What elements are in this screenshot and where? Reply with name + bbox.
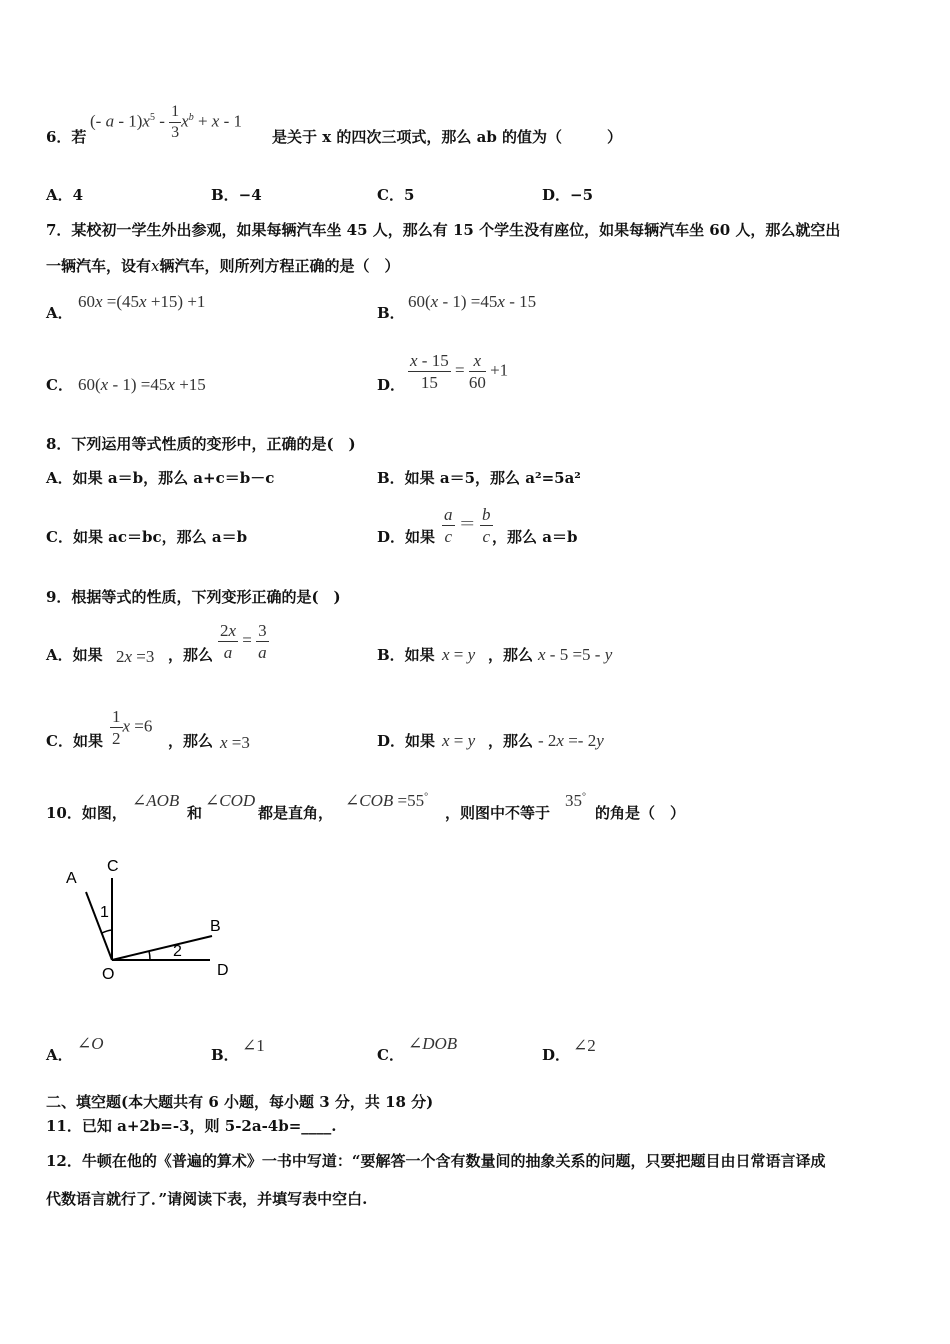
q8-option-d-prefix[interactable]: D．如果 <box>377 528 436 546</box>
q8-option-b[interactable]: B．如果 a＝5，那么 a²=5a² <box>377 469 581 487</box>
q8-option-a[interactable]: A．如果 a＝b，那么 a+c＝b－c <box>46 469 275 487</box>
q10-angle-cod: ∠COD <box>205 791 256 810</box>
q11-stem: 11．已知 a+2b=-3，则 5-2a-4b=____. <box>46 1117 337 1135</box>
figure-label-a: A <box>66 870 77 887</box>
q10-and: 和 <box>187 804 203 822</box>
q9-option-a-then: ，那么 <box>168 646 214 664</box>
q9-option-d-result: - 2x =- 2y <box>538 731 604 750</box>
q6-option-c[interactable]: C．5 <box>377 186 415 204</box>
q7-stem-line2: 一辆汽车，设有x辆汽车，则所列方程正确的是（ ） <box>46 257 400 275</box>
q6-option-a[interactable]: A．4 <box>46 186 84 204</box>
section-title-fill-in: 二、填空题(本大题共有 6 小题，每小题 3 分，共 18 分) <box>46 1093 434 1111</box>
q9-option-c-prefix[interactable]: C．如果 <box>46 732 103 750</box>
q7-stem-line1: 7．某校初一学生外出参观，如果每辆汽车坐 45 人，那么有 15 个学生没有座位，如果每辆汽车坐 60 人，那么就空出 <box>46 221 841 239</box>
q9-option-b-condition: x = y <box>442 645 476 664</box>
q10-prefix: 10．如图， <box>46 804 127 822</box>
q10-option-b-value: ∠1 <box>242 1036 265 1055</box>
q10-option-c-value: ∠DOB <box>408 1034 458 1053</box>
q9-option-c-result: x =3 <box>220 733 250 752</box>
q6-prefix: 6．若 <box>46 128 87 146</box>
angle-2-arc <box>149 951 150 960</box>
q10-option-b-label[interactable]: B． <box>211 1046 239 1064</box>
ray-ob <box>112 936 212 960</box>
q10-option-d-value: ∠2 <box>573 1036 596 1055</box>
q10-option-a-value: ∠O <box>77 1034 104 1053</box>
q9-option-d-prefix[interactable]: D．如果 <box>377 732 436 750</box>
figure-label-o: O <box>102 966 115 983</box>
q9-option-c-then: ，那么 <box>168 732 214 750</box>
q6-suffix: 是关于 x 的四次三项式，那么 ab 的值为（ ） <box>272 128 623 146</box>
q8-option-d-suffix: ，那么 a＝b <box>492 528 578 546</box>
q9-option-b-prefix[interactable]: B．如果 <box>377 646 435 664</box>
figure-label-c: C <box>107 858 119 875</box>
q10-mid: 都是直角， <box>258 804 334 822</box>
ray-oa <box>86 892 112 960</box>
q8-option-d-equation: $\frac{a}{c}$ ＝ $\frac{b}{c}$ <box>444 505 491 546</box>
angle-1-arc <box>102 930 112 933</box>
q12-stem-line1: 12．牛顿在他的《普遍的算术》一书中写道：“要解答一个含有数量间的抽象关系的问题，只要把题目由日常语言译成 <box>46 1152 826 1170</box>
q9-option-b-then: ，那么 <box>488 646 534 664</box>
q9-option-a-condition: 2x =3 <box>116 647 155 666</box>
q9-stem: 9．根据等式的性质，下列变形正确的是( ) <box>46 588 341 606</box>
q12-stem-line2: 代数语言就行了．”请阅读下表，并填写表中空白. <box>46 1190 368 1208</box>
q10-angle-cob-value: ∠COB =55° <box>345 791 429 810</box>
q7-option-b-label[interactable]: B． <box>377 304 405 322</box>
q9-option-a-prefix[interactable]: A．如果 <box>46 646 103 664</box>
q10-angle-35: 35° <box>565 791 586 810</box>
q8-option-c[interactable]: C．如果 ac＝bc，那么 a＝b <box>46 528 248 546</box>
q10-option-d-label[interactable]: D． <box>542 1046 571 1064</box>
q7-option-c-equation: 60(x - 1) =45x +15 <box>78 375 206 394</box>
q7-option-b-equation: 60(x - 1) =45x - 15 <box>408 292 537 311</box>
q7-option-d-label[interactable]: D． <box>377 376 406 394</box>
q6-option-d[interactable]: D．−5 <box>542 186 594 204</box>
q6-expression: (- a - $1)x^5$ - $\frac{1}{3}$ $x^b + x - 1$ <box>90 103 242 141</box>
q10-mid2: ，则图中不等于 <box>445 804 551 822</box>
q6-option-b[interactable]: B．−4 <box>211 186 262 204</box>
q10-suffix: 的角是（ ） <box>595 804 686 822</box>
q9-option-d-then: ，那么 <box>488 732 534 750</box>
q9-option-c-condition: $\frac{1}{2}$ x =6 <box>112 707 153 748</box>
figure-label-d: D <box>217 962 229 979</box>
q9-option-d-condition: x = y <box>442 731 476 750</box>
q7-option-a-label[interactable]: A． <box>46 304 73 322</box>
q8-stem: 8．下列运用等式性质的变形中，正确的是( ) <box>46 435 356 453</box>
q7-option-c-label[interactable]: C． <box>46 376 73 394</box>
figure-label-2: 2 <box>173 943 182 960</box>
q9-option-a-result: $\frac{2x}{a}$ = $\frac{3}{a}$ <box>220 621 267 662</box>
q7-option-d-equation: $\frac{x - 15}{15}$ = $\frac{x}{60}$ +1 <box>410 351 509 392</box>
q9-option-b-result: x - 5 =5 - y <box>538 645 613 664</box>
q10-angle-aob: ∠AOB <box>132 791 180 810</box>
q10-option-c-label[interactable]: C． <box>377 1046 404 1064</box>
q7-option-a-equation: 60x =(45x +15) +1 <box>78 292 206 311</box>
figure-label-b: B <box>210 918 221 935</box>
figure-label-1: 1 <box>100 904 109 921</box>
q10-option-a-label[interactable]: A． <box>46 1046 73 1064</box>
